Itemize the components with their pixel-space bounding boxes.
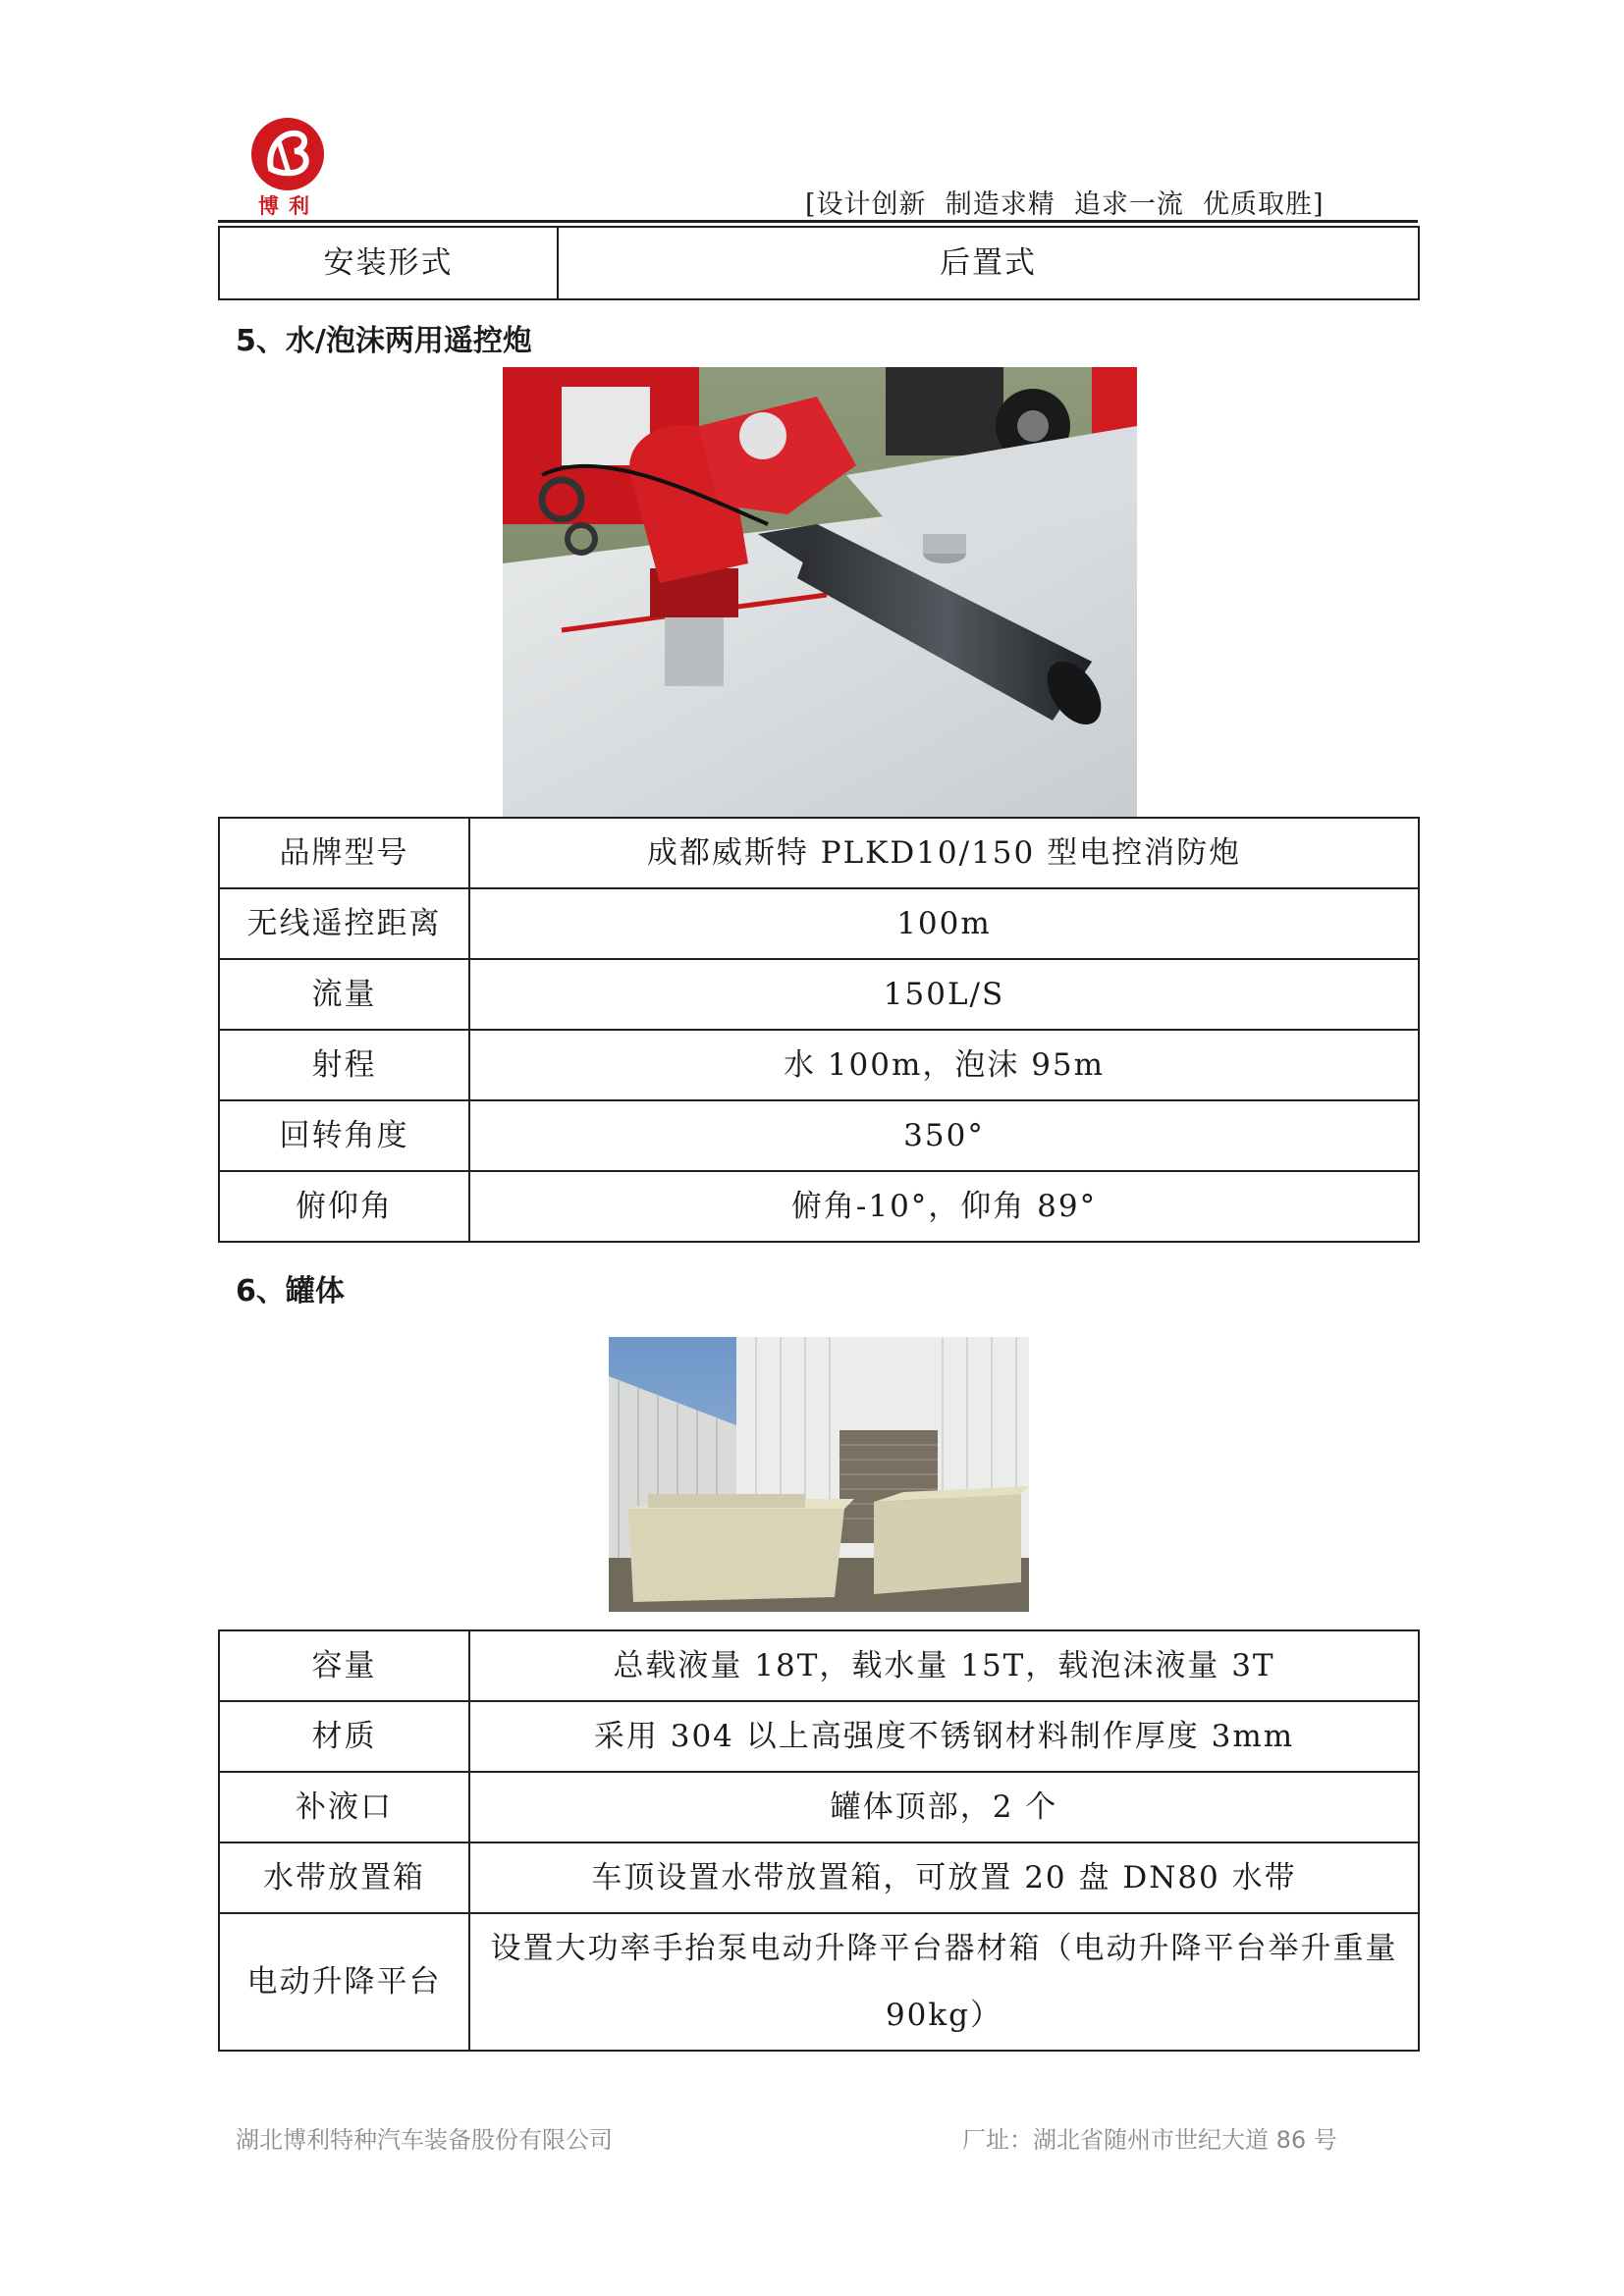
logo-mark-icon xyxy=(249,116,326,192)
table-row xyxy=(219,1701,1419,1772)
row-label: 电动升降平台 xyxy=(219,1913,469,2051)
row-value: 150L/S xyxy=(469,959,1419,1030)
row-value: 总载液量 18T，载水量 15T，载泡沫液量 3T xyxy=(469,1630,1419,1701)
row-label: 品牌型号 xyxy=(219,818,469,888)
row-value: 350° xyxy=(469,1100,1419,1171)
cannon-spec-table xyxy=(218,817,1420,1243)
tank-photo xyxy=(609,1337,1029,1612)
table-row xyxy=(219,888,1419,959)
row-value: 100m xyxy=(469,888,1419,959)
table-row xyxy=(219,1171,1419,1242)
table-row xyxy=(219,959,1419,1030)
row-label: 补液口 xyxy=(219,1772,469,1842)
row-label: 容量 xyxy=(219,1630,469,1701)
row-value: 罐体顶部，2 个 xyxy=(469,1772,1419,1842)
row-label: 流量 xyxy=(219,959,469,1030)
row-label: 射程 xyxy=(219,1030,469,1100)
table-row xyxy=(219,227,1419,299)
table-row xyxy=(219,1100,1419,1171)
header-slogan: [设计创新 制造求精 追求一流 优质取胜] xyxy=(805,189,1325,220)
install-table xyxy=(218,226,1420,300)
header-divider xyxy=(218,220,1418,223)
row-value: 水 100m，泡沫 95m xyxy=(469,1030,1419,1100)
monitor-cannon-photo xyxy=(503,367,1137,817)
table-row xyxy=(219,1842,1419,1913)
company-logo xyxy=(245,116,332,218)
row-label: 俯仰角 xyxy=(219,1171,469,1242)
table-row xyxy=(219,1772,1419,1842)
row-label: 水带放置箱 xyxy=(219,1842,469,1913)
row-value: 俯角-10°，仰角 89° xyxy=(469,1171,1419,1242)
section-5-title: 5、水/泡沫两用遥控炮 xyxy=(236,324,532,358)
footer-company: 湖北博利特种汽车装备股份有限公司 xyxy=(236,2126,613,2154)
row-label: 无线遥控距离 xyxy=(219,888,469,959)
row-value: 成都威斯特 PLKD10/150 型电控消防炮 xyxy=(469,818,1419,888)
row-value: 采用 304 以上高强度不锈钢材料制作厚度 3mm xyxy=(469,1701,1419,1772)
table-row xyxy=(219,818,1419,888)
footer-address: 厂址：湖北省随州市世纪大道 86 号 xyxy=(962,2126,1337,2154)
row-value: 车顶设置水带放置箱，可放置 20 盘 DN80 水带 xyxy=(469,1842,1419,1913)
section-6-title: 6、罐体 xyxy=(236,1274,345,1308)
table-row xyxy=(219,1630,1419,1701)
row-label: 回转角度 xyxy=(219,1100,469,1171)
row-label: 安装形式 xyxy=(219,227,558,299)
row-value: 后置式 xyxy=(558,227,1419,299)
row-label: 材质 xyxy=(219,1701,469,1772)
table-row xyxy=(219,1030,1419,1100)
row-value xyxy=(469,1913,1419,2051)
row-value-line: 设置大功率手抬泵电动升降平台器材箱（电动升降平台举升重量 xyxy=(490,1931,1398,1966)
table-row xyxy=(219,1913,1419,2051)
row-value-line: 90kg） xyxy=(885,1998,1003,2033)
logo-company-name: 博利 xyxy=(258,194,319,218)
tank-spec-table xyxy=(218,1629,1420,2052)
